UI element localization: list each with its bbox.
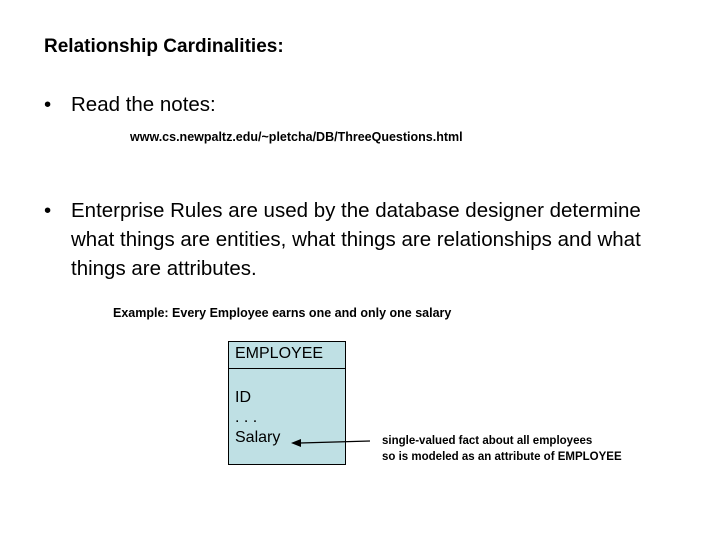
bullet-text: Read the notes: [71, 93, 216, 116]
entity-name: EMPLOYEE [229, 342, 345, 369]
attribute-id: ID [235, 389, 251, 406]
attribute-salary: Salary [235, 429, 281, 446]
attribute-ellipsis: . . . [235, 409, 258, 426]
bullet-dot: • [44, 93, 52, 116]
example-caption: Example: Every Employee earns one and only one salary [113, 306, 452, 320]
annotation-line-2: so is modeled as an attribute of EMPLOYEE [382, 451, 622, 463]
arrow-head-icon [291, 439, 301, 447]
annotation-text [382, 433, 622, 465]
arrow-line [300, 441, 370, 443]
slide-title: Relationship Cardinalities: [44, 36, 284, 57]
notes-url[interactable]: www.cs.newpaltz.edu/~pletcha/DB/ThreeQuestions.html [130, 130, 463, 144]
bullet-text: Enterprise Rules are used by the database designer determine what things are entities, what things are relationships and what things are attributes. [71, 199, 641, 280]
annotation-line-1: single-valued fact about all employees [382, 435, 593, 447]
bullet-dot: • [44, 199, 52, 222]
